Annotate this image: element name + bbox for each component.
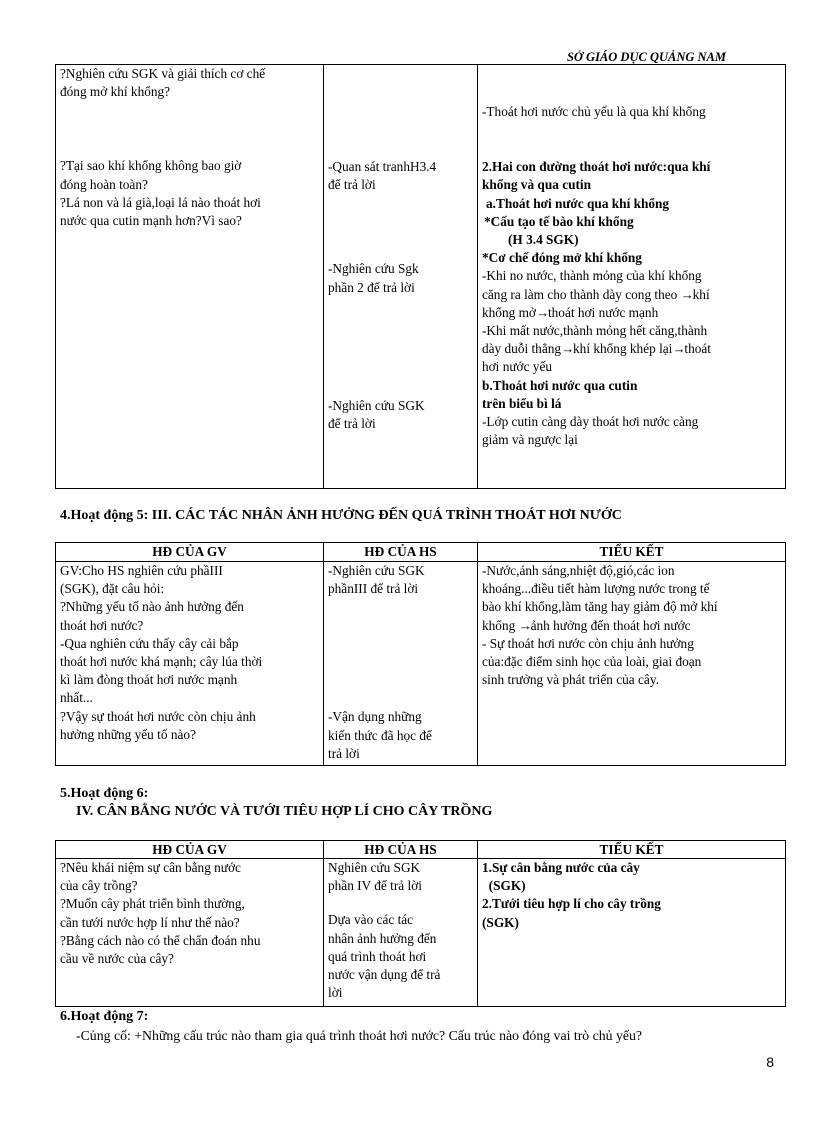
line: ?Muốn cây phát triển bình thường, xyxy=(60,896,245,912)
line: đóng mở khí khổng? xyxy=(60,84,171,100)
line: -Qua nghiên cứu thấy cây cải bắp xyxy=(60,635,239,651)
table3-gv-cell xyxy=(56,859,324,1007)
line: 2.Hai con đường thoát hơi nước:qua khí xyxy=(482,159,711,175)
line: quá trình thoát hơi xyxy=(328,948,427,964)
line: GV:Cho HS nghiên cứu phầIII xyxy=(60,563,223,578)
table2-hs-cell xyxy=(324,562,478,766)
text: khí khổng khép lại xyxy=(573,341,673,357)
line: 2.Tưới tiêu hợp lí cho cây trồng xyxy=(482,896,661,912)
line: ?Nêu khái niệm sự cân bằng nước xyxy=(60,860,241,875)
column-header: HĐ CỦA HS xyxy=(324,543,478,562)
line: hưởng những yếu tố nào? xyxy=(60,726,196,742)
line: ?Tại sao khí khổng không bao giờ xyxy=(60,158,242,174)
arrow-icon: → xyxy=(672,341,686,357)
line: -Khi mất nước,thành mỏng hết căng,thành xyxy=(482,323,708,339)
line: khoáng...điều tiết hàm lượng nước trong tế xyxy=(482,581,710,597)
table2-tk-cell xyxy=(478,562,786,766)
table1-gv-cell xyxy=(56,65,324,489)
line: trả lời xyxy=(328,745,360,761)
table3-hs-cell xyxy=(324,859,478,1007)
line: lời xyxy=(328,985,343,1001)
line: cầu về nước của cây? xyxy=(60,951,174,967)
line: Nghiên cứu SGK xyxy=(328,860,421,875)
line: a.Thoát hơi nước qua khí khổng xyxy=(486,195,670,211)
line: bào khí khổng,làm tăng hay giảm độ mở khí xyxy=(482,599,718,615)
arrow-icon: → xyxy=(535,304,550,320)
line: ?Vậy sự thoát hơi nước còn chịu ảnh xyxy=(60,708,256,724)
page-header: SỞ GIÁO DỤC QUẢNG NAM xyxy=(566,50,726,64)
line: phần IV để trả lời xyxy=(328,878,422,894)
line: ?Những yếu tố nào ảnh hưởng đến xyxy=(60,599,244,615)
line: trên biểu bì lá xyxy=(482,395,562,411)
line xyxy=(482,286,781,304)
table-water-balance xyxy=(55,840,786,1007)
text: khổng mở xyxy=(482,304,536,320)
line xyxy=(482,617,781,635)
column-header: HĐ CỦA GV xyxy=(56,543,324,562)
line: để trả lời xyxy=(328,416,376,432)
line: ?Nghiên cứu SGK và giải thích cơ chế xyxy=(60,66,266,81)
line: (SGK) xyxy=(482,878,526,894)
arrow-icon: → xyxy=(561,341,575,357)
line: 1.Sự cân bằng nước của cây xyxy=(482,860,640,875)
line: *Cấu tạo tế bào khí khổng xyxy=(484,213,634,229)
column-header: TIỂU KẾT xyxy=(478,841,786,859)
line: -Quan sát tranhH3.4 xyxy=(328,159,437,174)
line: Dựa vào các tác xyxy=(328,912,414,928)
line: kì làm đòng thoát hơi nước mạnh xyxy=(60,672,238,688)
line xyxy=(482,340,781,358)
line: -Vận dụng những xyxy=(328,709,422,725)
table1-tk-cell xyxy=(478,65,786,489)
section-heading-6: 6.Hoạt động 7: xyxy=(60,1009,149,1024)
section-title-5: IV. CÂN BẰNG NƯỚC VÀ TƯỚI TIÊU HỢP LÍ CHO CÂY TRỒNG xyxy=(76,804,493,819)
line: nước qua cutin mạnh hơn?Vì sao? xyxy=(60,213,242,229)
line: thoát hơi nước? xyxy=(60,617,144,633)
line: -Nghiên cứu SGK xyxy=(328,563,425,578)
arrow-icon: → xyxy=(680,286,694,302)
line: phần 2 để trả lời xyxy=(328,279,415,295)
table1-hs-cell xyxy=(324,65,478,489)
table2-gv-cell xyxy=(56,562,324,766)
table-factors xyxy=(55,542,786,766)
arrow-icon: → xyxy=(518,617,532,633)
text: khổng xyxy=(482,617,519,633)
line: *Cơ chế đóng mở khí khổng xyxy=(482,250,642,266)
column-header: HĐ CỦA HS xyxy=(324,841,478,859)
line: -Lớp cutin càng dày thoát hơi nước càng xyxy=(482,414,699,430)
text: căng ra làm cho thành dày cong theo xyxy=(482,286,681,302)
text: dày duỗi thẳng xyxy=(482,341,562,357)
line: -Nghiên cứu Sgk xyxy=(328,261,419,277)
line: ?Bằng cách nào có thể chẩn đoán nhu xyxy=(60,932,261,948)
line: -Nghiên cứu SGK xyxy=(328,397,425,413)
section-heading-5: 5.Hoạt động 6: xyxy=(60,786,149,801)
page-number: 8 xyxy=(766,1054,774,1070)
line: sinh trưởng và phát triển của cây. xyxy=(482,672,659,688)
line: đóng hoàn toàn? xyxy=(60,176,148,192)
column-header: TIỂU KẾT xyxy=(478,543,786,562)
line: để trả lời xyxy=(328,177,376,193)
line: nhất... xyxy=(60,690,93,706)
line: nhân ảnh hưởng đến xyxy=(328,930,437,946)
table-stomata xyxy=(55,64,786,489)
line: - Sự thoát hơi nước còn chịu ảnh hưởng xyxy=(482,635,694,651)
line: (SGK) xyxy=(482,914,519,930)
line: -Thoát hơi nước chủ yếu là qua khí khổng xyxy=(482,104,706,119)
text: ảnh hưởng đến thoát hơi nước xyxy=(530,617,691,633)
line: thoát hơi nước khá mạnh; cây lúa thời xyxy=(60,654,263,670)
line: giảm và ngược lại xyxy=(482,432,578,448)
text: thoát hơi nước mạnh xyxy=(547,304,659,320)
table3-tk-cell xyxy=(478,859,786,1007)
line: của:đặc điểm sinh học của loài, giai đoạn xyxy=(482,654,702,670)
text: khí xyxy=(692,286,710,302)
line: b.Thoát hơi nước qua cutin xyxy=(482,377,638,393)
line: nước vận dụng để trả xyxy=(328,967,441,983)
line: ?Lá non và lá già,loại lá nào thoát hơi xyxy=(60,194,261,210)
line: -Nước,ánh sáng,nhiệt độ,gió,các ion xyxy=(482,563,675,578)
line: -Khi no nước, thành mỏng của khí khổng xyxy=(482,268,702,284)
line: khổng và qua cutin xyxy=(482,177,592,193)
line: của cây trồng? xyxy=(60,878,138,894)
text: thoát xyxy=(684,341,711,357)
line xyxy=(482,304,781,322)
line: cần tưới nước hợp lí như thế nào? xyxy=(60,914,240,930)
line: (SGK), đặt câu hỏi: xyxy=(60,581,165,597)
section-heading-4: 4.Hoạt động 5: III. CÁC TÁC NHÂN ẢNH HƯỞNG ĐẾN QUÁ TRÌNH THOÁT HƠI NƯỚC xyxy=(60,508,622,523)
line: hơi nước yếu xyxy=(482,359,553,375)
consolidation-question: -Củng cố: +Những cấu trúc nào tham gia quá trình thoát hơi nước? Cấu trúc nào đóng vai trò chủ yếu? xyxy=(76,1028,643,1043)
column-header: HĐ CỦA GV xyxy=(56,841,324,859)
line: kiến thức đã học để xyxy=(328,727,432,743)
line: (H 3.4 SGK) xyxy=(508,232,579,248)
line: phầnIII để trả lời xyxy=(328,581,419,597)
